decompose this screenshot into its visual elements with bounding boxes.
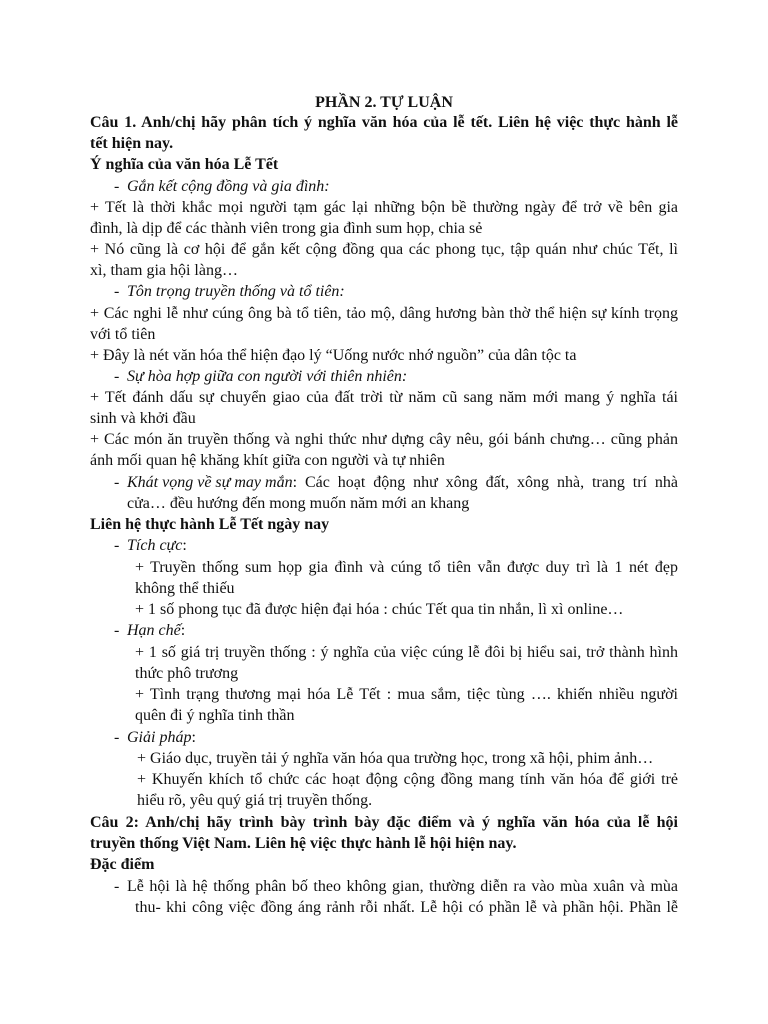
bullet-dash: - <box>114 729 120 746</box>
document-page: PHẦN 2. TỰ LUẬN Câu 1. Anh/chị hãy phân tích ý nghĩa văn hóa của lễ tết. Liên hệ việc thực hành lễ tết hiện nay. Ý nghĩa của văn hóa Lễ Tết - Gắn kết cộng đồng và gia đình: + Tết là thời khắc mọi người tạm gác lại những bộn bề thường ngày để trở về bên gia đình, là dịp để các thành viên trong gia đình sum họp, chia sẻ + Nó cũng là cơ hội để gắn kết cộng đồng qua các phong tục, tập quán như chúc Tết, lì xì, tham gia hội làng… - Tôn trọng truyền thống và tổ tiên: + Các nghi lễ như cúng ông bà tổ tiên, tảo mộ, dâng hương bàn thờ thể hiện sự kính trọng với tổ tiên + Đây là nét văn hóa thể hiện đạo lý “Uống nước nhớ nguồn” của dân tộc ta - Sự hòa hợp giữa con người với thiên nhiên: + Tết đánh dấu sự chuyển giao của đất trời từ năm cũ sang năm mới mang ý nghĩa tái sinh và khởi đầu + Các món ăn truyền thống và nghi thức như dựng cây nêu, gói bánh chưng… cũng phản ánh mối quan hệ khăng khít giữa con người và tự nhiên - Khát vọng về sự may mắn : Các hoạt động như xông đất, xông nhà, trang trí nhà cửa… đều hướng đến mong muốn năm mới an khang Liên hệ thực hành Lễ Tết ngày nay - Tích cực : + Truyền thống sum họp gia đình và cúng tổ tiên vẫn được duy trì là 1 nét đẹp không thể thiếu + 1 số phong tục đã được hiện đại hóa : chúc Tết qua tin nhắn, lì xì online… - Hạn chế : + 1 số giá trị truyền thống : ý nghĩa của việc cúng lễ đôi bị hiểu sai, trở thành hình thức phô trương + Tình trạng thương mại hóa Lễ Tết : mua sắm, tiệc tùng …. khiến nhiều người quên đi ý nghĩa tinh thần - Giải pháp : + Giáo dục, truyền tải ý nghĩa văn hóa qua trường học, trong xã hội, phim ảnh… + Khuyến khích tổ chức các hoạt động cộng đồng mang tính văn hóa để giới trẻ hiểu rõ, yêu quý giá trị truyền thống. Câu 2: Anh/chị hãy trình bày trình bày đặc điểm và ý nghĩa văn hóa của lễ hội truyền thống Việt Nam. Liên hệ việc thực hành lễ hội hiện nay. Đặc điểm - Lễ hội là hệ thống phân bố theo không gian, thường diễn ra vào mùa xuân và mùa thu- khi công việc đồng áng rảnh rỗi nhất. Lễ hội có phần lễ và phần hội. Phần lễ <box>90 94 678 916</box>
bullet-dash: - <box>114 537 120 554</box>
bullet-dash: - <box>114 178 120 195</box>
bullet-dash: - <box>114 474 120 491</box>
bullet-dash: - <box>114 622 120 639</box>
bullet-dash: - <box>114 878 120 895</box>
bullet-dash: - <box>114 368 120 385</box>
bullet-dash: - <box>114 283 120 300</box>
